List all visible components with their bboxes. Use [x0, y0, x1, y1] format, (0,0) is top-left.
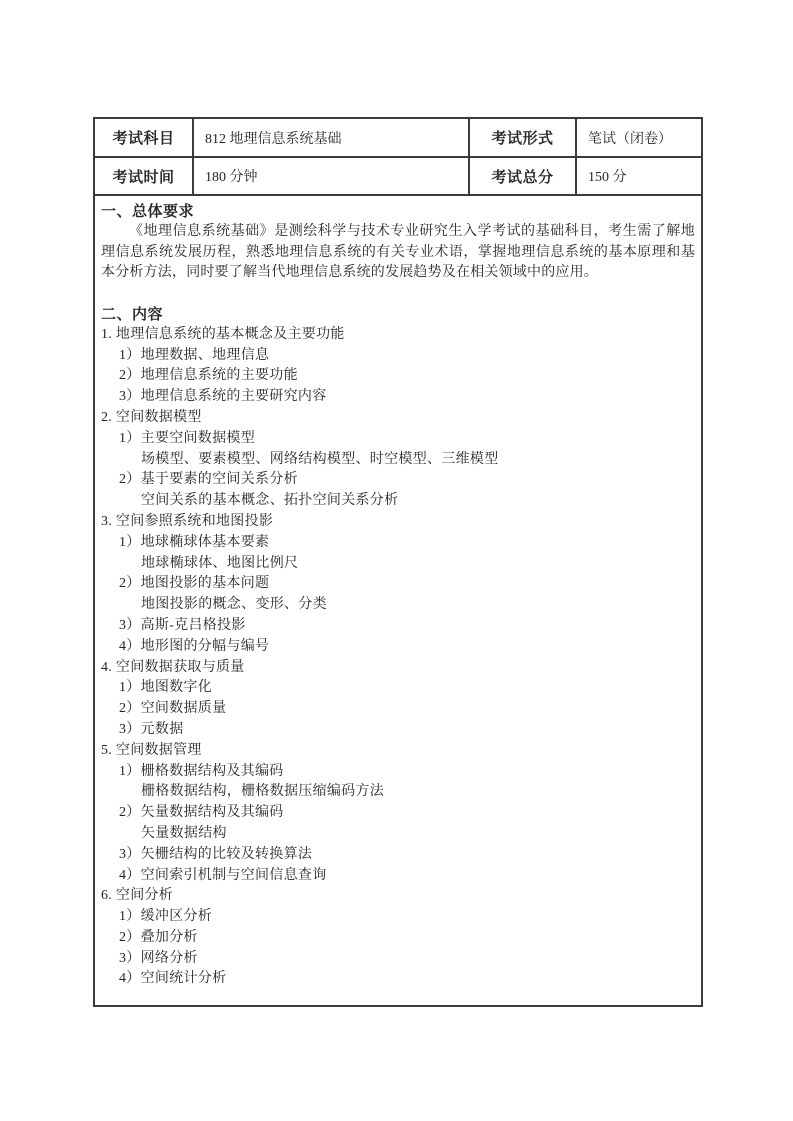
outline-subitem: 2）地理信息系统的主要功能 — [119, 368, 298, 384]
outline-subitem: 1）地理数据、地理信息 — [119, 347, 270, 363]
outline-subitem: 3）元数据 — [119, 721, 184, 737]
outline-subitem-detail: 栅格数据结构，栅格数据压缩编码方法 — [141, 784, 385, 800]
requirements-paragraph: 《地理信息系统基础》是测绘科学与技术专业研究生入学考试的基础科目，考生需了解地理信息系统发展历程，熟悉地理信息系统的有关专业术语，掌握地理信息系统的基本原理和基本分析方法，同时要了解当代地理信息系统的发展趋势及在相关领域中的应用。 — [101, 224, 695, 281]
exam-form-label: 考试形式 — [468, 119, 575, 156]
outline-subitem: 3）地理信息系统的主要研究内容 — [119, 389, 327, 405]
outline-item: 5. 空间数据管理 — [101, 742, 202, 758]
exam-time-label: 考试时间 — [95, 156, 192, 194]
exam-syllabus-document — [93, 117, 703, 1007]
exam-info-table — [93, 117, 703, 196]
outline-subitem: 4）地形图的分幅与编号 — [119, 638, 270, 654]
outline-subitem: 1）地球椭球体基本要素 — [119, 534, 270, 550]
outline-subitem: 3）网络分析 — [119, 950, 198, 966]
outline-item: 6. 空间分析 — [101, 888, 174, 904]
exam-form-value: 笔试（闭卷） — [575, 119, 701, 156]
outline-subitem-detail: 场模型、要素模型、网络结构模型、时空模型、三维模型 — [141, 451, 499, 467]
exam-subject-value: 812 地理信息系统基础 — [192, 119, 468, 156]
syllabus-content-box — [93, 196, 703, 1007]
outline-subitem: 1）主要空间数据模型 — [119, 430, 255, 446]
exam-subject-label: 考试科目 — [112, 130, 175, 147]
outline-subitem-detail: 空间关系的基本概念、拓扑空间关系分析 — [141, 493, 399, 509]
outline-subitem: 1）栅格数据结构及其编码 — [119, 763, 284, 779]
outline-item: 3. 空间参照系统和地图投影 — [101, 513, 274, 529]
outline-item: 2. 空间数据模型 — [101, 409, 202, 425]
outline-subitem: 3）矢栅结构的比较及转换算法 — [119, 846, 313, 862]
outline-subitem: 2）地图投影的基本问题 — [119, 576, 270, 592]
content-outline — [101, 325, 695, 991]
outline-subitem: 3）高斯-克吕格投影 — [119, 617, 246, 633]
outline-subitem-detail: 地图投影的概念、变形、分类 — [141, 597, 327, 613]
outline-item: 1. 地理信息系统的基本概念及主要功能 — [101, 326, 345, 342]
section-heading-content: 二、内容 — [101, 305, 164, 323]
outline-subitem-detail: 矢量数据结构 — [141, 825, 227, 841]
section-heading-requirements: 一、总体要求 — [101, 203, 195, 220]
exam-time-value: 180 分钟 — [192, 156, 468, 194]
outline-subitem: 2）基于要素的空间关系分析 — [119, 472, 298, 488]
outline-subitem: 2）叠加分析 — [119, 929, 198, 945]
outline-subitem-detail: 地球椭球体、地图比例尺 — [141, 555, 299, 571]
outline-subitem: 2）空间数据质量 — [119, 701, 227, 717]
outline-subitem: 4）空间索引机制与空间信息查询 — [119, 867, 327, 883]
outline-subitem: 1）缓冲区分析 — [119, 909, 213, 925]
exam-score-label: 考试总分 — [468, 156, 575, 194]
outline-subitem: 2）矢量数据结构及其编码 — [119, 805, 284, 821]
outline-subitem: 1）地图数字化 — [119, 680, 213, 696]
outline-subitem: 4）空间统计分析 — [119, 971, 227, 987]
exam-score-value: 150 分 — [575, 156, 701, 194]
outline-item: 4. 空间数据获取与质量 — [101, 659, 245, 675]
